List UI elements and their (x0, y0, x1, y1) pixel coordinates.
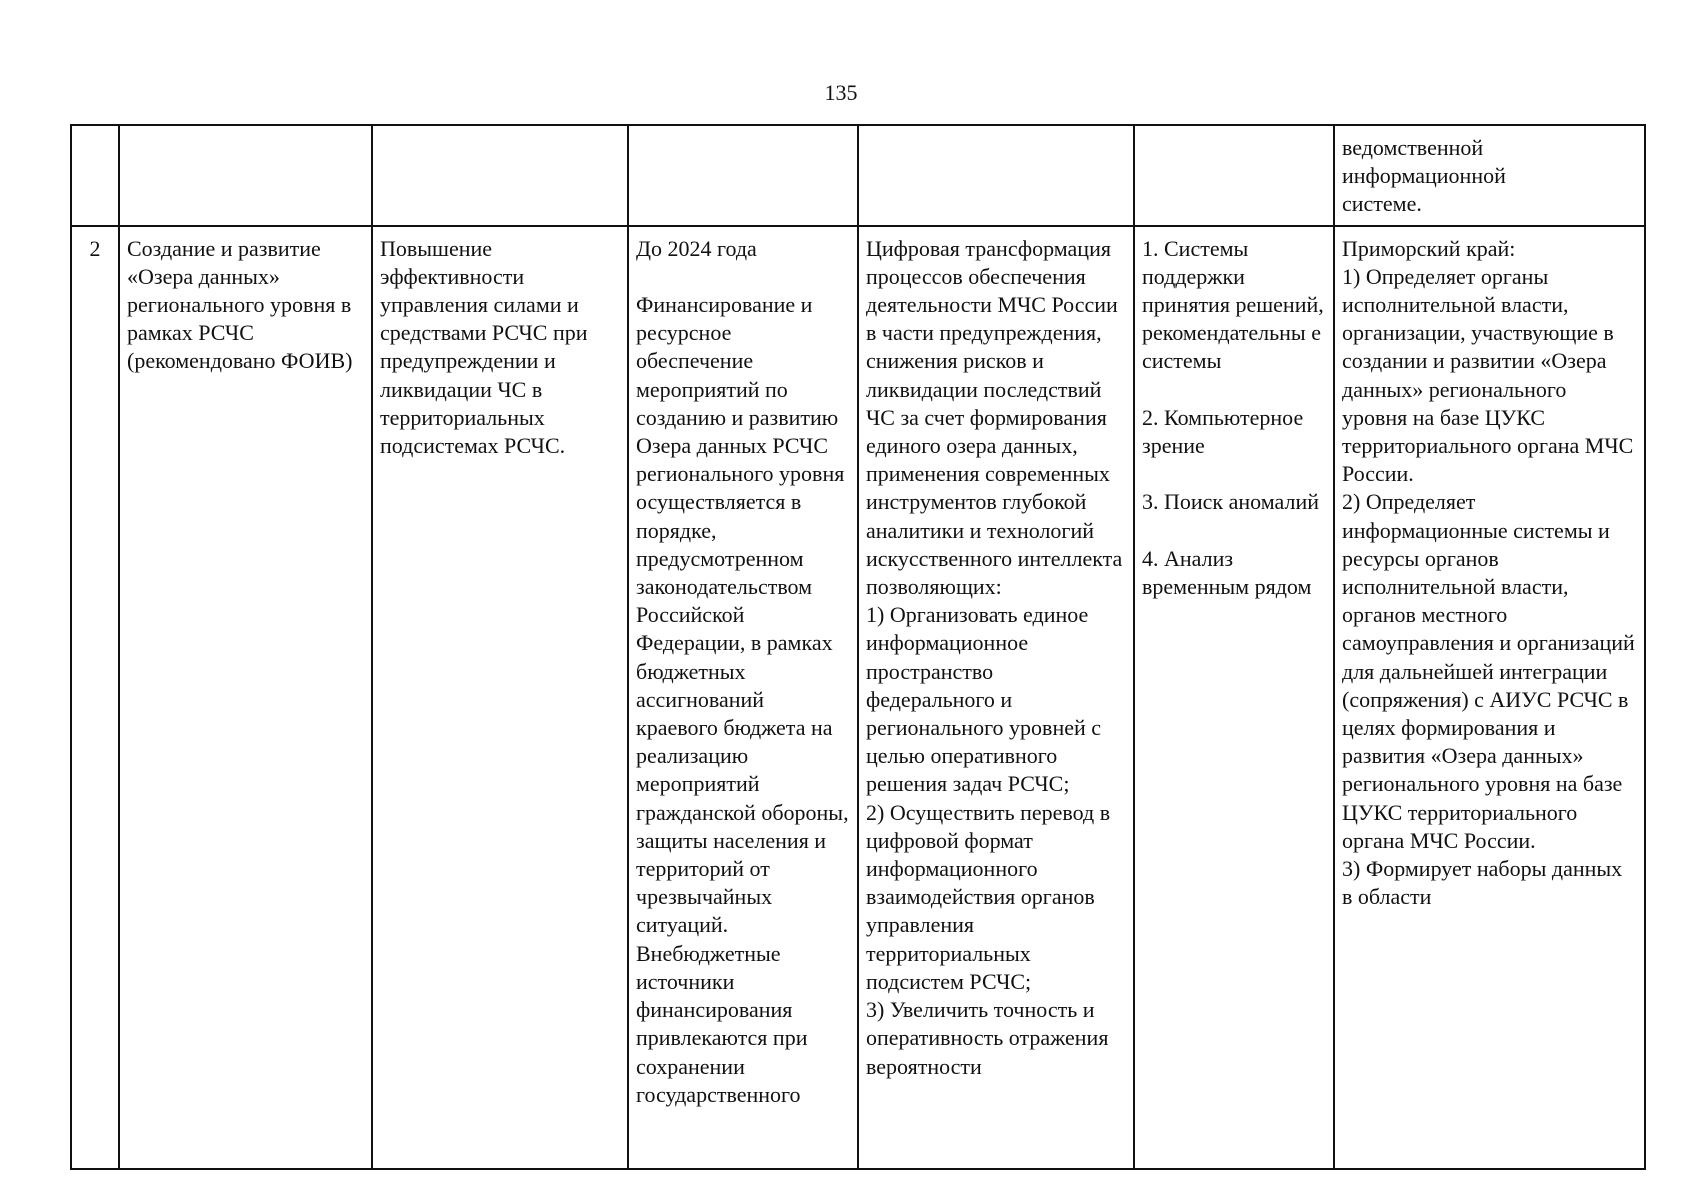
row-number: 2 (89, 235, 101, 261)
cell-term (628, 125, 858, 226)
cell-number (71, 125, 119, 226)
measure-term-financing: До 2024 года Финансирование и ресурсное обеспечение мероприятий по созданию и развитию Озера данных РСЧС регионального уровня осуществляется в порядке, предусмотренном законодательством Российской Федерации, в рамках бюджетных ассигнований краевого бюджета на реализацию мероприятий гражданской обороны, защиты населения и территорий от чрезвычайных ситуаций. Внебюджетные источники финансирования привлекаются при сохранении государственного (636, 235, 849, 1107)
cell-term (628, 226, 858, 1169)
measure-goal: Повышение эффективности управления силами и средствами РСЧС при предупреждении и ликвидации ЧС в территориальных подсистемах РСЧС. (380, 235, 588, 459)
cell-region-actions (1334, 226, 1645, 1169)
cell-technologies (1134, 125, 1334, 226)
cell-goal (372, 125, 628, 226)
measure-name: Создание и развитие «Озера данных» регионального уровня в рамках РСЧС (рекомендовано ФОИВ) (127, 235, 353, 374)
table-row (71, 125, 1645, 226)
cell-description (858, 226, 1134, 1169)
cell-technologies (1134, 226, 1334, 1169)
cell-description (858, 125, 1134, 226)
cell-name (119, 125, 372, 226)
cell-name (119, 226, 372, 1169)
measure-region-actions: Приморский край: 1) Определяет органы исполнительной власти, организации, участвующие в создании и развитии «Озера данных» регионального уровня на базе ЦУКС территориального органа МЧС России. 2) Определяет информационные системы и ресурсы органов исполнительной власти, органов местного самоуправления и организаций для дальнейшей интеграции (сопряжения) с АИУС РСЧС в целях формирования и развития «Озера данных» регионального уровня на базе ЦУКС территориального органа МЧС России. 3) Формирует наборы данных в области (1342, 235, 1635, 910)
measure-technologies: 1. Системы поддержки принятия решений, рекомендательны е системы 2. Компьютерное зрение 3. Поиск аномалий 4. Анализ временным рядом (1142, 235, 1324, 600)
page-number: 135 (824, 80, 858, 105)
cell-number (71, 226, 119, 1169)
measures-table (70, 124, 1646, 1170)
table-row (71, 226, 1645, 1169)
cell-goal (372, 226, 628, 1169)
measure-description: Цифровая трансформация процессов обеспечения деятельности МЧС России в части предупреждения, снижения рисков и ликвидации последствий ЧС за счет формирования единого озера данных, применения современных инструментов глубокой аналитики и технологий искусственного интеллекта позволяющих: 1) Организовать единое информационное пространство федерального и регионального уровней с целью оперативного решения задач РСЧС; 2) Осуществить перевод в цифровой формат информационного взаимодействия органов управления территориальных подсистем РСЧС; 3) Увеличить точность и оперативность отражения вероятности (866, 235, 1123, 1079)
cell-region-actions: ведомственной информационной системе. (1334, 125, 1645, 226)
